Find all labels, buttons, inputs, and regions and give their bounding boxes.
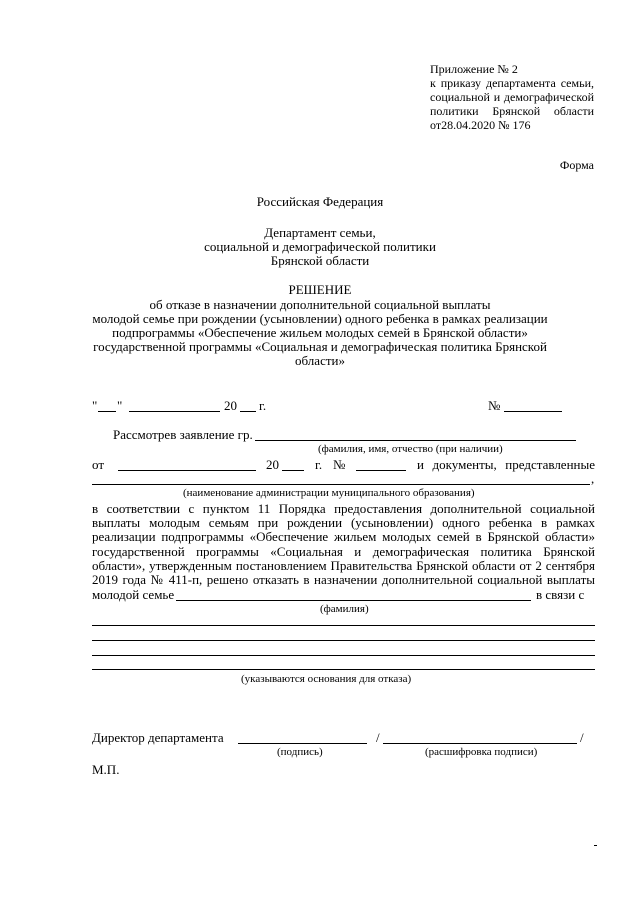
department-line-1: Департамент семьи, xyxy=(264,225,376,240)
family-surname-blank[interactable] xyxy=(176,600,531,601)
year-suffix: г. xyxy=(259,398,267,413)
from-number-label: № xyxy=(333,457,346,472)
reason-line-3[interactable] xyxy=(92,655,595,656)
body-line-5: области», утвержденным постановлением Правительства Брянской области от 2 сентября xyxy=(92,558,595,573)
signature-slash-right: / xyxy=(580,730,584,745)
appendix-dept-line: социальной и демографической xyxy=(430,90,594,104)
number-label: № xyxy=(488,398,501,413)
body-line-1: в соответствии с пунктом 11 Порядка предоставления дополнительной социальной xyxy=(92,501,595,516)
appendix-date-line: от28.04.2020 № 176 xyxy=(430,118,531,132)
number-blank[interactable] xyxy=(504,411,562,412)
date-quote-close: " xyxy=(117,398,123,413)
applicant-name-blank[interactable] xyxy=(255,440,576,441)
department-line-3: Брянской области xyxy=(270,253,370,268)
appendix-number: Приложение № 2 xyxy=(430,62,518,76)
department-line-2: социальной и демографической политики xyxy=(204,239,436,254)
body-line-3: реализации подпрограммы «Обеспечение жильем молодых семей в Брянской области» xyxy=(92,529,595,544)
reason-line-4[interactable] xyxy=(92,669,595,670)
stamp-label: М.П. xyxy=(92,762,120,777)
from-date-blank[interactable] xyxy=(118,470,256,471)
appendix-policy-line: политики Брянской области xyxy=(430,104,594,118)
signature-slash-left: / xyxy=(376,730,380,745)
from-label: от xyxy=(92,457,105,472)
administration-blank[interactable] xyxy=(92,484,590,485)
reasons-hint: (указываются основания для отказа) xyxy=(241,673,412,685)
month-blank[interactable] xyxy=(129,411,220,412)
from-number-blank[interactable] xyxy=(356,470,406,471)
reason-line-1[interactable] xyxy=(92,625,595,626)
considered-label: Рассмотрев заявление гр. xyxy=(113,427,253,442)
in-connection-label: в связи с xyxy=(536,587,585,602)
director-label: Директор департамента xyxy=(92,730,224,745)
title-subline-2: молодой семье при рождении (усыновлении) одного ребенка в рамках реализации xyxy=(92,311,548,326)
body-line-4: государственной программы «Социальная и демографическая политика Брянской xyxy=(92,544,595,559)
surname-hint: (фамилия) xyxy=(320,603,369,615)
body-line-2: выплаты молодым семьям при рождении (усыновлении) одного ребенка в рамках xyxy=(92,515,595,530)
from-year-blank[interactable] xyxy=(282,470,304,471)
title-subline-5: области» xyxy=(295,353,345,368)
reason-line-2[interactable] xyxy=(92,640,595,641)
document-title: РЕШЕНИЕ xyxy=(288,282,352,297)
fio-hint: (фамилия, имя, отчество (при наличии) xyxy=(318,443,503,455)
form-label: Форма xyxy=(559,158,594,172)
title-subline-4: государственной программы «Социальная и демографическая политика Брянской xyxy=(93,339,547,354)
page-mark xyxy=(594,845,597,846)
decoding-blank[interactable] xyxy=(383,743,577,744)
signature-blank[interactable] xyxy=(238,743,367,744)
title-subline-1: об отказе в назначении дополнительной социальной выплаты xyxy=(149,297,491,312)
day-blank[interactable] xyxy=(98,411,116,412)
young-family-label: молодой семье xyxy=(92,587,175,602)
year-prefix: 20 xyxy=(224,398,237,413)
date-quote-open: " xyxy=(92,398,98,413)
year-blank[interactable] xyxy=(240,411,256,412)
body-line-6: 2019 года № 411-п, решено отказать в назначении дополнительной социальной выплаты xyxy=(92,572,595,587)
from-year-suffix: г. xyxy=(315,457,323,472)
documents-label: и документы, представленные xyxy=(417,457,595,472)
decoding-hint: (расшифровка подписи) xyxy=(425,746,538,758)
from-year-prefix: 20 xyxy=(266,457,279,472)
country-name: Российская Федерация xyxy=(256,194,384,209)
title-subline-3: подпрограммы «Обеспечение жильем молодых семей в Брянской области» xyxy=(112,325,528,340)
signature-hint: (подпись) xyxy=(277,746,323,758)
appendix-order-line: к приказу департамента семьи, xyxy=(430,76,594,90)
administration-comma: , xyxy=(591,471,595,486)
administration-hint: (наименование администрации муниципального образования) xyxy=(183,487,475,499)
